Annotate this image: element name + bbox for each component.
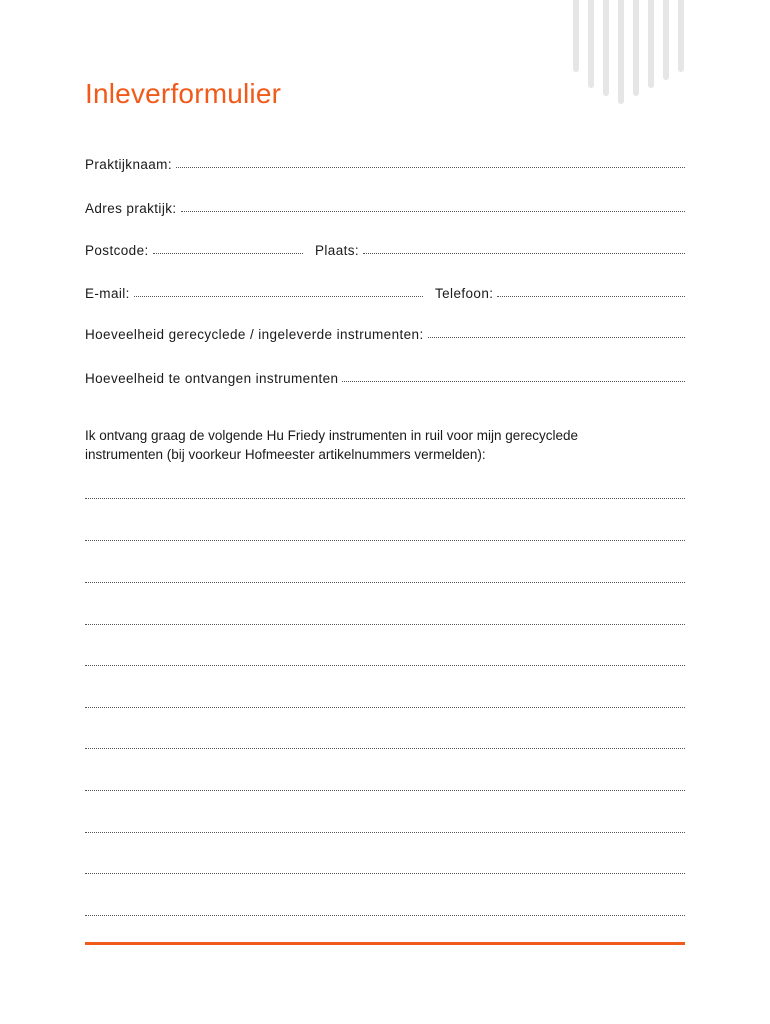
plaats-field[interactable] — [315, 238, 685, 258]
decorative-stripe — [633, 0, 639, 96]
postcode-field[interactable] — [85, 238, 303, 258]
bottom-accent-bar — [85, 942, 685, 945]
instrument-input-line[interactable] — [85, 540, 685, 541]
adres-label: Adres praktijk: — [85, 201, 177, 216]
instruction-line: Ik ontvang graag de volgende Hu Friedy instrumenten in ruil voor mijn gerecyclede — [85, 428, 579, 443]
instrument-input-line[interactable] — [85, 790, 685, 791]
instrument-input-line[interactable] — [85, 707, 685, 708]
praktijknaam-label: Praktijknaam: — [85, 157, 172, 172]
instrument-input-line[interactable] — [85, 915, 685, 916]
decorative-stripe — [618, 0, 624, 104]
email-input-line[interactable] — [134, 296, 423, 297]
hoeveelheid-ontvangen-field[interactable] — [85, 366, 685, 386]
hoeveelheid-gerecycled-label: Hoeveelheid gerecyclede / ingeleverde instrumenten: — [85, 327, 424, 342]
instrument-input-line[interactable] — [85, 498, 685, 499]
instrument-input-line[interactable] — [85, 624, 685, 625]
instruction-line: instrumenten (bij voorkeur Hofmeester artikelnummers vermelden): — [85, 447, 486, 462]
form-title: Inleverformulier — [85, 78, 282, 109]
plaats-label: Plaats: — [315, 243, 360, 258]
instrument-input-line[interactable] — [85, 873, 685, 874]
instrument-input-line[interactable] — [85, 832, 685, 833]
hoeveelheid-ontvangen-label: Hoeveelheid te ontvangen instrumenten — [85, 371, 339, 386]
hoeveelheid-ontvangen-input-line[interactable] — [342, 381, 685, 382]
email-field[interactable] — [85, 281, 423, 301]
hoeveelheid-gerecycled-input-line[interactable] — [428, 337, 685, 338]
instrument-input-line[interactable] — [85, 748, 685, 749]
adres-input-line[interactable] — [181, 211, 685, 212]
decorative-stripe — [588, 0, 594, 88]
telefoon-input-line[interactable] — [497, 296, 685, 297]
postcode-label: Postcode: — [85, 243, 149, 258]
email-label: E-mail: — [85, 286, 130, 301]
instrument-input-line[interactable] — [85, 582, 685, 583]
hoeveelheid-gerecycled-field[interactable] — [85, 322, 685, 342]
decorative-stripe — [663, 0, 669, 80]
plaats-input-line[interactable] — [363, 253, 685, 254]
decorative-stripe — [648, 0, 654, 88]
praktijknaam-field[interactable] — [85, 152, 685, 172]
praktijknaam-input-line[interactable] — [176, 167, 685, 168]
decorative-stripe — [678, 0, 684, 72]
instrument-input-line[interactable] — [85, 665, 685, 666]
telefoon-field[interactable] — [435, 281, 685, 301]
telefoon-label: Telefoon: — [435, 286, 494, 301]
decorative-stripe — [603, 0, 609, 96]
instruction-text — [85, 426, 685, 464]
adres-field[interactable] — [85, 196, 685, 216]
postcode-input-line[interactable] — [153, 253, 303, 254]
decorative-stripe — [573, 0, 579, 72]
